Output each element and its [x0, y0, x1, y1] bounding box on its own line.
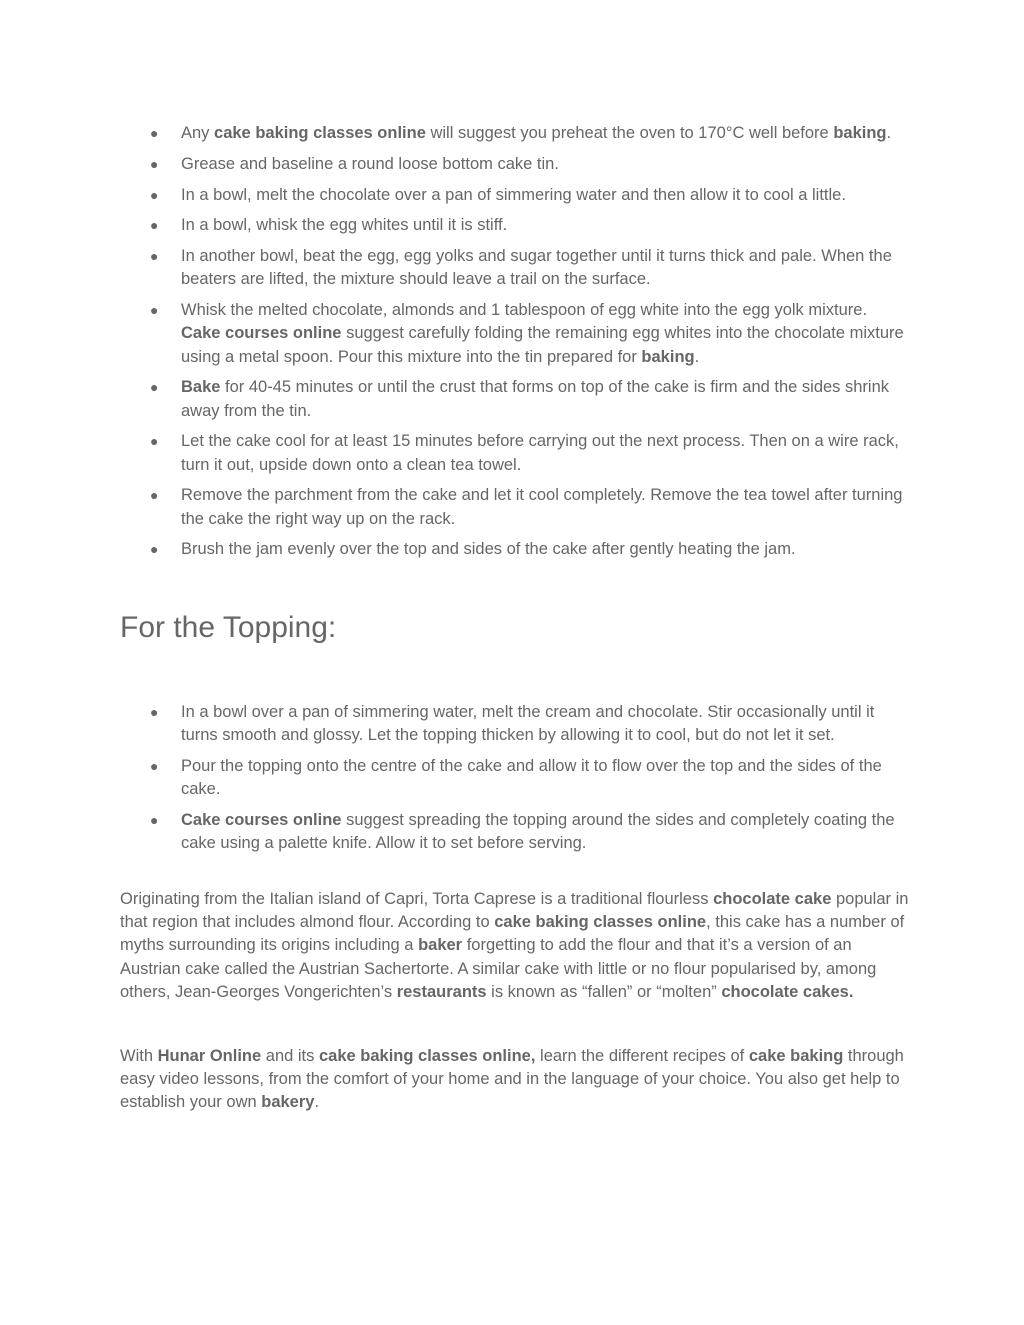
bold-text: Cake courses online — [181, 324, 342, 343]
list-item — [120, 299, 910, 369]
text-run: . — [314, 1093, 320, 1112]
document-page — [120, 122, 910, 1115]
text-run: learn the different recipes of — [535, 1047, 749, 1066]
text-run: and its — [261, 1047, 319, 1066]
text-run: is known as “fallen” or “molten” — [486, 982, 722, 1001]
list-item — [120, 214, 910, 237]
text-run: Originating from the Italian island of Capri, Torta Caprese is a traditional flourless — [120, 890, 714, 908]
topping-heading: For the Topping: — [120, 610, 337, 644]
text-run: forgetting to add the flour and that it’s a version of an Austrian cake called the Austrian Sachertorte. A similar cake with little or no flour popularised by, among others, Jean-Georges Vongerichten’s — [120, 936, 877, 1001]
list-item — [120, 538, 910, 561]
bold-text: chocolate cakes. — [721, 982, 854, 1001]
bullet-icon: ● — [150, 217, 159, 234]
origin-paragraph — [120, 888, 910, 1004]
bold-text: baking — [833, 124, 887, 142]
bullet-icon: ● — [150, 703, 159, 720]
text-run: , this cake has a number of myths surrounding its origins including a — [120, 913, 905, 955]
text-run: In another bowl, beat the egg, egg yolks and sugar together until it turns thick and pale. When the beaters are lifted, the mixture should leave a trail on the surface. — [181, 247, 892, 289]
bullet-icon: ● — [150, 487, 159, 504]
method-steps-list — [120, 122, 910, 562]
bold-text: Cake courses online — [181, 810, 342, 829]
text-run: popular in that region that includes almond flour. According to — [120, 890, 909, 932]
bold-text: restaurants — [396, 982, 487, 1001]
text-run: Brush the jam evenly over the top and sides of the cake after gently heating the jam. — [181, 540, 796, 559]
topping-steps-list — [120, 701, 910, 855]
text-run: through easy video lessons, from the comfort of your home and in the language of your choice. You also get help to establish your own — [120, 1047, 904, 1112]
text-run: . — [886, 124, 892, 142]
hunar-online-paragraph — [120, 1045, 910, 1115]
list-item — [120, 701, 910, 747]
bullet-icon: ● — [150, 433, 159, 450]
list-item — [120, 184, 910, 207]
bold-text: baker — [418, 936, 463, 955]
text-run: will suggest you preheat the oven to 170°C well before — [425, 124, 834, 142]
bold-text: cake baking classes online — [494, 913, 707, 932]
text-run: suggest spreading the topping around the sides and completely coating the cake using a palette knife. Allow it to set before serving. — [181, 810, 895, 852]
text-run: Whisk the melted chocolate, almonds and 1 tablespoon of egg white into the egg yolk mixture. — [181, 301, 868, 320]
bullet-icon: ● — [150, 125, 159, 141]
text-run: . — [694, 347, 700, 366]
bullet-icon: ● — [150, 757, 159, 774]
bullet-icon: ● — [150, 248, 159, 265]
list-item — [120, 484, 910, 530]
list-item — [120, 809, 910, 855]
bold-text: cake baking — [748, 1047, 844, 1066]
bold-text: baking — [641, 347, 695, 366]
bullet-icon: ● — [150, 302, 159, 319]
bullet-icon: ● — [150, 379, 159, 396]
list-item — [120, 376, 910, 422]
text-run: In a bowl, melt the chocolate over a pan of simmering water and then allow it to cool a little. — [181, 185, 846, 204]
text-run: In a bowl, whisk the egg whites until it is stiff. — [181, 216, 508, 235]
text-run: Pour the topping onto the centre of the cake and allow it to flow over the top and the sides of the cake. — [181, 756, 882, 798]
bold-text: Hunar Online — [157, 1047, 262, 1066]
bold-text: cake baking classes online, — [318, 1047, 536, 1066]
bold-text: cake baking classes online — [214, 124, 426, 142]
text-run: suggest carefully folding the remaining egg whites into the chocolate mixture using a metal spoon. Pour this mixture into the tin prepared for — [181, 324, 904, 366]
text-run: Any — [181, 124, 215, 142]
bold-text: chocolate cake — [713, 890, 832, 908]
text-run: In a bowl over a pan of simmering water, melt the cream and chocolate. Stir occasionally until it turns smooth and glossy. Let the topping thicken by allowing it to cool, but do not let it set. — [181, 702, 875, 744]
bold-text: Bake — [181, 378, 221, 397]
bold-text: bakery — [261, 1093, 315, 1112]
text-run: Let the cake cool for at least 15 minutes before carrying out the next process. Then on a wire rack, turn it out, upside down onto a clean tea towel. — [181, 432, 899, 474]
bullet-icon: ● — [150, 186, 159, 203]
list-item — [120, 430, 910, 476]
text-run: With — [120, 1047, 158, 1066]
text-run: Grease and baseline a round loose bottom cake tin. — [181, 154, 559, 173]
list-item — [120, 153, 910, 176]
list-item — [120, 755, 910, 801]
list-item — [120, 245, 910, 291]
text-run: Remove the parchment from the cake and let it cool completely. Remove the tea towel after turning the cake the right way up on the rack. — [181, 486, 903, 528]
bullet-icon: ● — [150, 155, 159, 172]
text-run: for 40-45 minutes or until the crust that forms on top of the cake is firm and the sides shrink away from the tin. — [181, 378, 890, 420]
bullet-icon: ● — [150, 811, 159, 828]
bullet-icon: ● — [150, 541, 159, 558]
list-item — [120, 122, 910, 145]
